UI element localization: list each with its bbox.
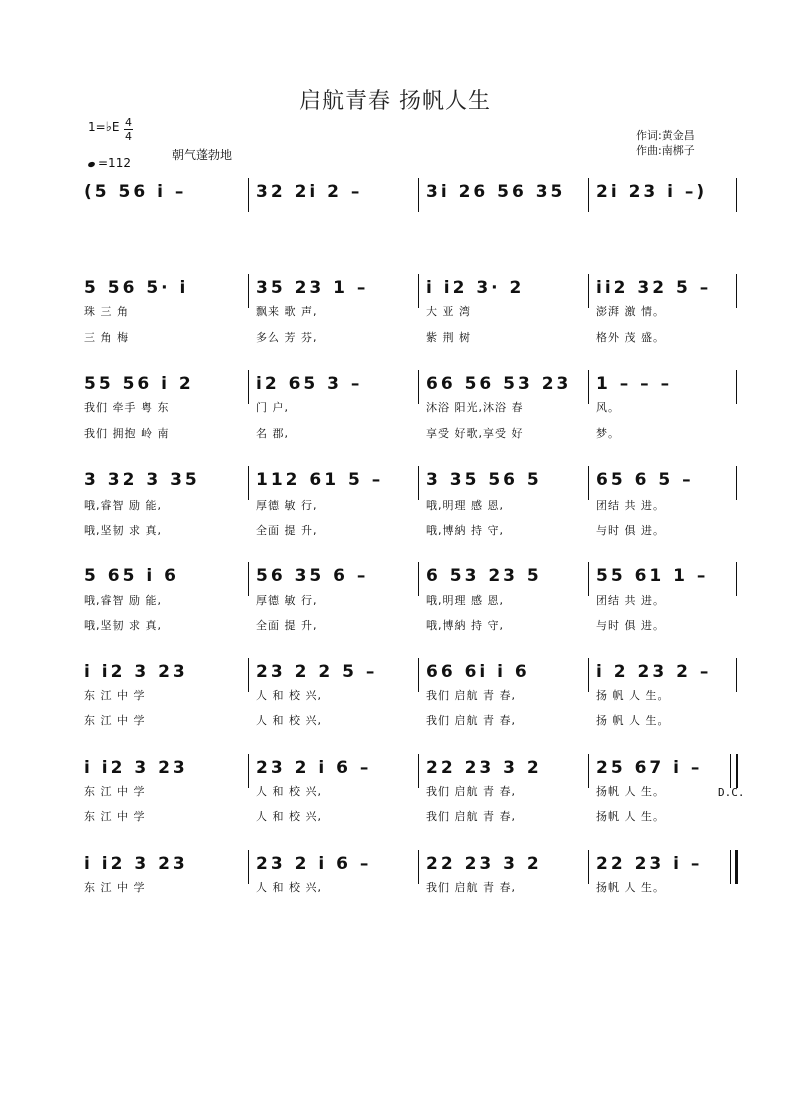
notes: 25 67 i –: [596, 758, 703, 778]
notes: 5 65 i 6: [84, 566, 179, 586]
barline: [736, 370, 737, 404]
final-barline: [735, 850, 738, 884]
barline: [588, 466, 589, 500]
notes: (5 56 i –: [84, 182, 187, 202]
notes: i i2 3 23: [84, 758, 188, 778]
notes: 6 53 23 5: [426, 566, 542, 586]
notes: i i2 3 23: [84, 854, 188, 874]
lyric-line: 格外 茂 盛。: [596, 331, 665, 344]
lyric-line: 我们 牵手 粤 东: [84, 401, 170, 414]
lyric-line: 人 和 校 兴,: [256, 810, 322, 823]
notes: 22 23 3 2: [426, 854, 542, 874]
barline: [418, 754, 419, 788]
lyric-line: 紫 荆 树: [426, 331, 471, 344]
notes: i i2 3· 2: [426, 278, 525, 298]
repeat-barline: [736, 754, 738, 788]
key-letter: E: [111, 120, 120, 134]
notes: 22 23 3 2: [426, 758, 542, 778]
key-prefix: 1=: [88, 120, 106, 134]
notes: 3 32 3 35: [84, 470, 200, 490]
barline: [730, 850, 731, 884]
lyric-line: 沐浴 阳光,沐浴 春: [426, 401, 524, 414]
lyric-line: 三 角 梅: [84, 331, 129, 344]
lyric-line: 我们 拥抱 岭 南: [84, 427, 170, 440]
barline: [248, 178, 249, 212]
composer: 作曲:南梆子: [636, 144, 695, 157]
barline: [248, 370, 249, 404]
notes: i2 65 3 –: [256, 374, 363, 394]
notes: i i2 3 23: [84, 662, 188, 682]
barline: [418, 370, 419, 404]
notes: 65 6 5 –: [596, 470, 694, 490]
lyric-line: 全面 提 升,: [256, 524, 318, 537]
lyric-line: 厚德 敏 行,: [256, 594, 318, 607]
notes: 3i 26 56 35: [426, 182, 566, 202]
barline: [248, 850, 249, 884]
notes: 23 2 i 6 –: [256, 854, 372, 874]
barline: [736, 178, 737, 212]
lyric-line: 东 江 中 学: [84, 810, 146, 823]
da-capo-marking: D.C.: [718, 786, 745, 799]
notes: 3 35 56 5: [426, 470, 542, 490]
lyric-line: 澎湃 激 情。: [596, 305, 665, 318]
lyric-line: 多么 芳 芬,: [256, 331, 318, 344]
notes: 66 6i i 6: [426, 662, 530, 682]
barline: [248, 466, 249, 500]
lyric-line: 扬帆 人 生。: [596, 881, 665, 894]
lyric-line: 团结 共 进。: [596, 499, 665, 512]
score-row: [84, 466, 744, 500]
barline: [730, 754, 731, 788]
notes: 55 61 1 –: [596, 566, 709, 586]
credits: [636, 128, 695, 158]
barline: [248, 754, 249, 788]
notes: 1 – – –: [596, 374, 673, 394]
barline: [418, 658, 419, 692]
barline: [736, 658, 737, 692]
score-row: [84, 370, 744, 404]
lyric-line: 与时 俱 进。: [596, 524, 665, 537]
notes: 23 2 i 6 –: [256, 758, 372, 778]
notes: 5 56 5· i: [84, 278, 189, 298]
lyric-line: 与时 俱 进。: [596, 619, 665, 632]
lyric-line: 我们 启航 青 春,: [426, 689, 516, 702]
expression-marking: 朝气蓬勃地: [172, 148, 233, 162]
lyric-line: 门 户,: [256, 401, 289, 414]
notes: 66 56 53 23: [426, 374, 572, 394]
lyric-line: 全面 提 升,: [256, 619, 318, 632]
lyric-line: 飘来 歌 声,: [256, 305, 318, 318]
score-row: [84, 178, 744, 212]
lyric-line: 我们 启航 青 春,: [426, 810, 516, 823]
notes: i 2 23 2 –: [596, 662, 712, 682]
barline: [588, 658, 589, 692]
lyric-line: 梦。: [596, 427, 620, 440]
notes: 23 2 2 5 –: [256, 662, 378, 682]
barline: [736, 274, 737, 308]
flat-symbol: ♭: [105, 120, 112, 135]
key-signature: [88, 116, 132, 143]
lyric-line: 珠 三 角: [84, 305, 129, 318]
lyric-line: 团结 共 进。: [596, 594, 665, 607]
barline: [588, 850, 589, 884]
lyric-line: 我们 启航 青 春,: [426, 881, 516, 894]
score-row: [84, 562, 744, 596]
notes: ii2 32 5 –: [596, 278, 712, 298]
tempo-marking: [88, 156, 131, 170]
lyric-line: 人 和 校 兴,: [256, 785, 322, 798]
lyric-line: 哦,明理 感 恩,: [426, 499, 504, 512]
barline: [588, 562, 589, 596]
notes: 2i 23 i –): [596, 182, 708, 202]
barline: [736, 562, 737, 596]
notes: 22 23 i –: [596, 854, 703, 874]
notes: 32 2i 2 –: [256, 182, 363, 202]
lyric-line: 风。: [596, 401, 620, 414]
tempo-value: =112: [98, 156, 131, 170]
notes: 56 35 6 –: [256, 566, 369, 586]
lyric-line: 哦,博納 持 守,: [426, 524, 504, 537]
barline: [588, 370, 589, 404]
lyric-line: 名 郡,: [256, 427, 289, 440]
barline: [588, 754, 589, 788]
lyric-line: 享受 好歌,享受 好: [426, 427, 524, 440]
lyric-line: 大 亚 湾: [426, 305, 471, 318]
lyric-line: 哦,明理 感 恩,: [426, 594, 504, 607]
lyric-line: 东 江 中 学: [84, 689, 146, 702]
lyric-line: 人 和 校 兴,: [256, 714, 322, 727]
barline: [588, 274, 589, 308]
barline: [248, 562, 249, 596]
lyric-line: 东 江 中 学: [84, 785, 146, 798]
lyric-line: 人 和 校 兴,: [256, 689, 322, 702]
lyricist: 作词:黄金昌: [636, 129, 695, 142]
time-bottom: 4: [125, 130, 132, 143]
lyric-line: 厚德 敏 行,: [256, 499, 318, 512]
lyric-line: 哦,博納 持 守,: [426, 619, 504, 632]
time-top: 4: [125, 116, 132, 129]
barline: [418, 274, 419, 308]
barline: [418, 178, 419, 212]
lyric-line: 扬 帆 人 生。: [596, 714, 670, 727]
quarter-note-icon: [87, 161, 95, 168]
barline: [248, 274, 249, 308]
lyric-line: 哦,睿智 励 能,: [84, 499, 162, 512]
lyric-line: 哦,坚韧 求 真,: [84, 619, 162, 632]
barline: [418, 850, 419, 884]
lyric-line: 我们 启航 青 春,: [426, 714, 516, 727]
lyric-line: 东 江 中 学: [84, 881, 146, 894]
barline: [418, 466, 419, 500]
notes: 55 56 i 2: [84, 374, 194, 394]
notes: 35 23 1 –: [256, 278, 369, 298]
barline: [248, 658, 249, 692]
lyric-line: 哦,坚韧 求 真,: [84, 524, 162, 537]
lyric-line: 东 江 中 学: [84, 714, 146, 727]
notes: 112 61 5 –: [256, 470, 384, 490]
lyric-line: 人 和 校 兴,: [256, 881, 322, 894]
lyric-line: 扬帆 人 生。: [596, 810, 665, 823]
barline: [418, 562, 419, 596]
time-signature: [124, 116, 133, 143]
song-title: 启航青春 扬帆人生: [299, 89, 491, 114]
lyric-line: 扬帆 人 生。: [596, 785, 665, 798]
lyric-line: 哦,睿智 励 能,: [84, 594, 162, 607]
barline: [736, 466, 737, 500]
lyric-line: 我们 启航 青 春,: [426, 785, 516, 798]
lyric-line: 扬 帆 人 生。: [596, 689, 670, 702]
barline: [588, 178, 589, 212]
